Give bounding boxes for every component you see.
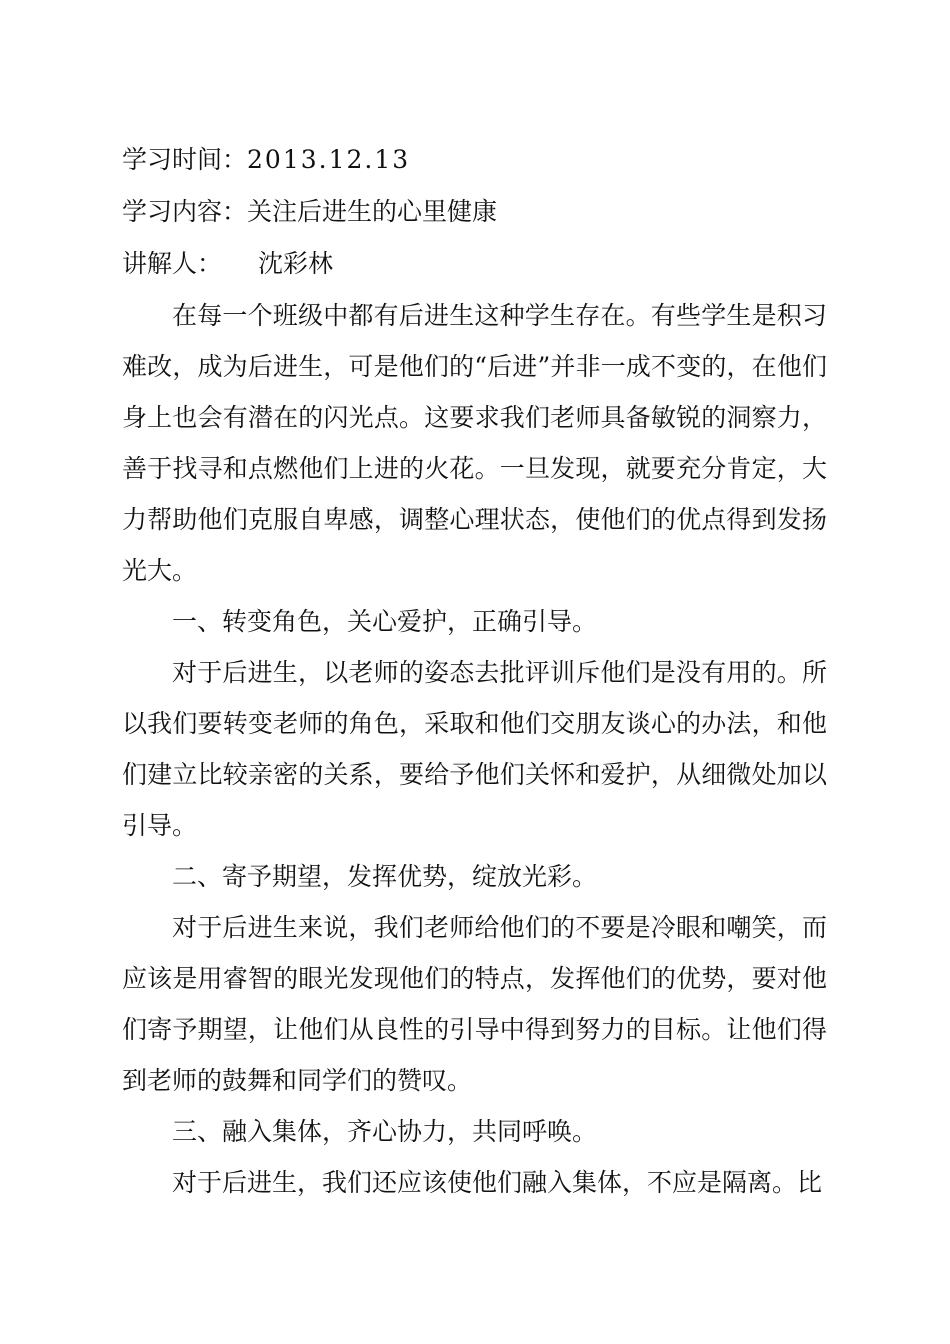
study-content-line	[122, 186, 842, 238]
document-meta	[122, 134, 842, 290]
section-heading-1: 一、转变角色，关心爱护，正确引导。	[172, 607, 598, 636]
speaker-line	[122, 238, 842, 290]
study-content-value: 关注后进生的心里健康	[247, 197, 498, 226]
section-heading-3: 三、融入集体，齐心协力，共同呼唤。	[172, 1117, 598, 1146]
section-paragraph-2: 对于后进生来说，我们老师给他们的不要是冷眼和嘲笑，而应该是用睿智的眼光发现他们的特点，发挥他们的优势，要对他们寄予期望，让他们从良性的引导中得到努力的目标。让他们得到老师的鼓舞和同学们的赞叹。	[122, 913, 827, 1095]
speaker-label: 讲解人：	[122, 249, 223, 278]
study-time-label: 学习时间：	[122, 145, 248, 174]
speaker-value: 沈彩林	[258, 249, 334, 278]
study-time-line	[122, 134, 842, 186]
document-body	[122, 290, 827, 1208]
study-time-value: 2013.12.13	[247, 145, 411, 174]
section-paragraph-3: 对于后进生，我们还应该使他们融入集体，不应是隔离。比	[172, 1168, 823, 1197]
study-content-label: 学习内容：	[122, 197, 248, 226]
section-heading-2: 二、寄予期望，发挥优势，绽放光彩。	[172, 862, 598, 891]
section-paragraph-1: 对于后进生，以老师的姿态去批评训斥他们是没有用的。所以我们要转变老师的角色，采取和他们交朋友谈心的办法，和他们建立比较亲密的关系，要给予他们关怀和爱护，从细微处加以引导。	[122, 658, 827, 840]
intro-paragraph: 在每一个班级中都有后进生这种学生存在。有些学生是积习难改，成为后进生，可是他们的“后进”并非一成不变的，在他们身上也会有潜在的闪光点。这要求我们老师具备敏锐的洞察力，善于找寻和点燃他们上进的火花。一旦发现，就要充分肯定，大力帮助他们克服自卑感，调整心理状态，使他们的优点得到发扬光大。	[122, 301, 827, 585]
